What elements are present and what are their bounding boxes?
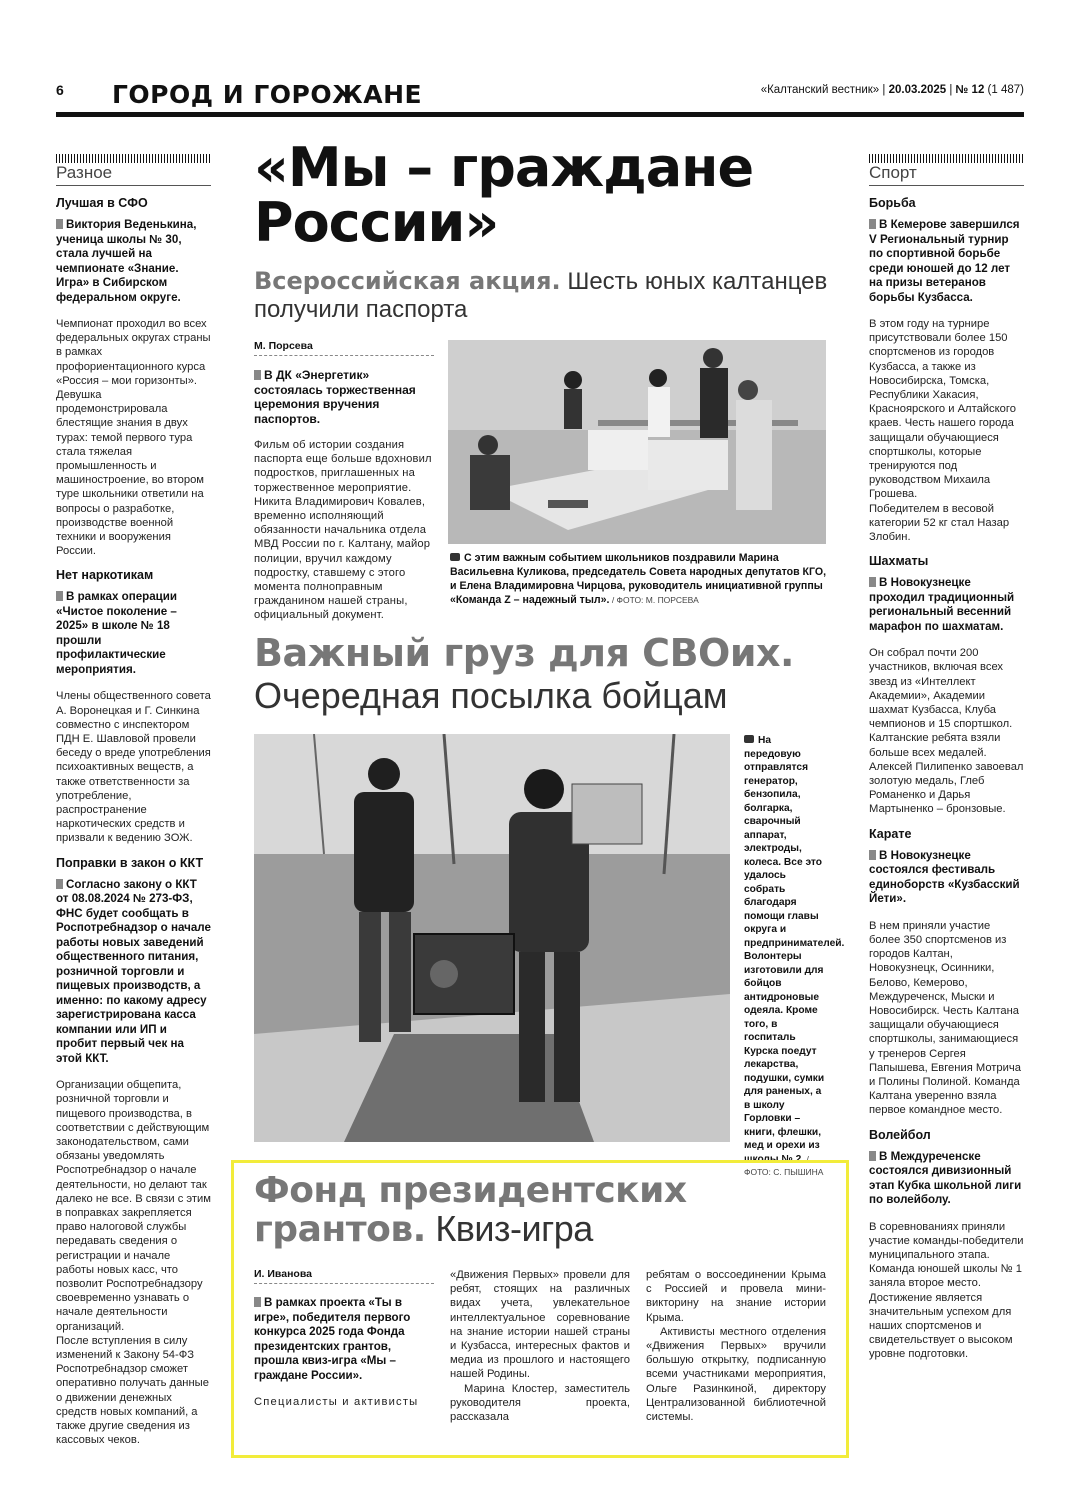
- cargo-headline: Важный груз для СВОих.: [254, 631, 794, 675]
- masthead-paper: «Калтанский вестник»: [760, 84, 880, 96]
- camera-icon: [744, 735, 754, 743]
- body-text: Члены общественного совета А. Воронецкая и Г. Синкина совместно с инспектором ПДН Е. Шавловой провели беседу о вреде употребления психоактивных веществ, а также ответственности за употребление, распространение наркотических средств и призвали к ведению ЗОЖ.: [56, 690, 211, 845]
- main-kicker: Всероссийская акция.: [254, 267, 561, 295]
- header-rule: [56, 112, 1024, 117]
- body-text: В соревнованиях приняли участие команды-победители муниципального этапа. Команда юношей школы № 1 заняла второе место. Достижение является значительным успехом для наших спортсменов и свидетельствует о высоком уровне подготовки.: [869, 1220, 1024, 1361]
- masthead-issue: № 12: [955, 84, 985, 96]
- masthead: [761, 84, 1024, 96]
- caption-text: С этим важным событием школьников поздравили Марина Васильевна Куликова, председатель Совета народных депутатов КГО, и Елена Владимировна Чирцова, руководитель инициативной группы «Команда Z – надежный тыл».: [450, 552, 827, 606]
- page-number: 6: [56, 82, 64, 98]
- body-text: Победителем в весовой категории 52 кг стал Назар Злобин.: [869, 502, 1010, 544]
- lead: В Кемерове завершился V Региональный турнир по спортивной борьбе среди юношей до 12 лет на призы ветеранов борьбы Кузбасса.: [869, 218, 1024, 305]
- lead: В Междуреченске состоялся дивизионный этап Кубка школьной лиги по волейболу.: [869, 1150, 1024, 1208]
- body-text: В нем приняли участие более 350 спортсменов из городов Калтан, Новокузнецк, Осинники, Белово, Кемерово, Междуреченск, Мыски и Новосибирск. Честь Калтана защищали обучающиеся спортшколы, занимающиеся у тренеров Сергея Папышева, Евгения Мотрича и Полины Полиной. Команда Калтана уверенно взяла первое командное место.: [869, 919, 1021, 1117]
- volunteers-carrying-cargo-photo: [254, 734, 730, 1142]
- body-text: После вступления в силу изменений к Закону 54-ФЗ Роспотребнадзор сможет оперативно получать данные о движении денежных средств новых компаний, а также другие сведения из кассовых чеков.: [56, 1334, 209, 1447]
- body-text: Марина Клостер, заместитель руководителя проекта, рассказала: [450, 1382, 630, 1424]
- grant-column-1: [254, 1268, 434, 1417]
- lead: В ДК «Энергетик» состоялась торжественная церемония вручения паспортов.: [254, 368, 434, 426]
- rubric: Лучшая в СФО: [56, 196, 148, 210]
- rubric: Волейбол: [869, 1127, 931, 1142]
- body-text: Он собрал почти 200 участников, включая всех звезд из «Интеллект Академии», Академии шахмат Кузбасса, Клуба чемпионов и 15 спортшкол. Калтанские ребята взяли больше всех медалей. Алексей Пилипенко завоевал золотую медаль, Глеб Романенко и Дарья Мартыненко – бронзовые.: [869, 647, 1024, 816]
- masthead-sep: |: [946, 84, 956, 96]
- left-column: [56, 154, 211, 1455]
- body-text: Специалисты и активисты: [254, 1396, 419, 1408]
- column-title-sport: Спорт: [869, 163, 1024, 186]
- grant-headline: [254, 1172, 814, 1249]
- column-title-misc: Разное: [56, 163, 211, 186]
- main-subtitle-text: Шесть юных калтанцев получили паспорта: [254, 268, 828, 323]
- rubric: Шахматы: [869, 554, 929, 569]
- hatched-divider: [56, 154, 211, 163]
- masthead-total: (1 487): [984, 84, 1024, 96]
- caption-text: На передовую отправлятся генератор, бензопила, болгарка, сварочный аппарат, электроды, колеса. Все это удалось собрать благодаря помощи главы округа и предпринимателей. Волонтеры изготовили для бойцов антидроновые одеяла. Кроме того, в госпиталь Курска поедут лекарства, подушки, сумки для раненых, а в школу Горловки – книги, флешки, мед и орехи из школы № 2.: [744, 735, 845, 1165]
- body-text: Организации общепита, розничной торговли и пищевого производства, в соответствии с действующим законодательством, сами обязаны уведомлять Роспотребнадзор о начале деятельности, но делают так далеко не все. В связи с этим в поправках закрепляется право налоговой службы передавать сведения о регистрации и начале работы новых касс, что позволит Роспотребнадзору своевременно узнавать о начале деятельности организаций.: [56, 1079, 211, 1333]
- cargo-photo-caption: [744, 734, 845, 1180]
- lead: В Новокузнецке состоялся фестиваль единоборств «Кузбасский Йети».: [869, 849, 1024, 907]
- author: М. Порсева: [254, 340, 434, 356]
- body-text: Чемпионат проходил во всех федеральных округах страны в рамках профориентационного курса «Россия – мои горизонты». Девушка продемонстрировала блестящие знания в двух турах: темой первого тура стала тяжелая промышленность и машиностроение, во втором туре школьники ответили на вопросы о разработке, производстве военной техники и вооружения России.: [56, 318, 211, 558]
- author: И. Иванова: [254, 1268, 434, 1284]
- grant-column-2: [450, 1268, 630, 1424]
- masthead-sep: |: [879, 84, 889, 96]
- lead: В рамках проекта «Ты в игре», победителя первого конкурса 2025 года Фонда президентских грантов, прошла квиз-игра «Мы – граждане России».: [254, 1296, 434, 1383]
- body-text: Активисты местного отделения «Движения Первых» вручили большую открытку, подписанную всеми участниками мероприятия, Ольге Разинкиной, директору Централизованной библиотечной системы.: [646, 1325, 826, 1424]
- grant-headline-normal: Квиз-игра: [425, 1208, 593, 1249]
- body-text: «Движения Первых» провели для ребят, стоящих на различных видах учета, увлекательное интеллектуальное соревнование на знание истории нашей страны и Кузбасса, интересных фактов и медиа из прошлого и настоящего нашей Родины.: [450, 1269, 630, 1381]
- grant-column-3: [646, 1268, 826, 1424]
- body-text: ребятам о воссоединении Крыма с Россией и провела мини-викторину на знание истории Крыма.: [646, 1269, 826, 1324]
- rubric: Поправки в закон о ККТ: [56, 855, 204, 870]
- lead: В рамках операции «Чистое поколение – 2025» в школе № 18 прошли профилактические мероприятия.: [56, 590, 211, 677]
- right-column: [869, 154, 1024, 1370]
- cargo-subtitle: Очередная посылка бойцам: [254, 675, 728, 716]
- photo-credit: / ФОТО: С. ПЫШИНА: [744, 1153, 824, 1177]
- lead: В Новокузнецке проходил традиционный региональный весенний марафон по шахматам.: [869, 576, 1024, 634]
- lead: Согласно закону о ККТ от 08.08.2024 № 273-ФЗ, ФНС будет сообщать в Роспотребнадзор о начале работы новых заведений общественного питания, розничной торговли и пищевых производств, а именно: по какому адресу зарегистрирована касса компании или ИП и пробит первый чек на этой ККТ.: [56, 877, 211, 1065]
- grant-headline-bold: Фонд президентских грантов.: [254, 1170, 687, 1250]
- camera-icon: [450, 553, 460, 561]
- photo-caption: [450, 551, 830, 607]
- photo-credit: / ФОТО: М. ПОРСЕВА: [609, 595, 699, 605]
- main-article-column: [254, 340, 434, 631]
- main-headline: «Мы – граждане России»: [254, 136, 754, 254]
- lead: Виктория Веденькина, ученица школы № 30, стала лучшей на чемпионате «Знание. Игра» в Сибирском федеральном округе.: [56, 218, 211, 305]
- main-subtitle: [254, 267, 844, 324]
- passport-ceremony-illustration: [448, 340, 826, 544]
- hatched-divider: [869, 154, 1024, 163]
- rubric: Карате: [869, 826, 912, 841]
- section-title: ГОРОД И ГОРОЖАНЕ: [112, 80, 423, 109]
- rubric: Нет наркотикам: [56, 568, 154, 583]
- rubric: Борьба: [869, 196, 916, 210]
- body-text: Фильм об истории создания паспорта еще больше вдохновил подростков, приглашенных на торжественное мероприятие. Никита Владимирович Ковалев, временно исполняющий обязанности начальника отдела МВД России по г. Калтану, майор полиции, вручил каждому подростку, ставшему с этого момента полноправным гражданином нашей страны, официальный документ.: [254, 439, 432, 622]
- passport-ceremony-photo: [448, 340, 826, 544]
- volunteers-illustration: [254, 734, 730, 1142]
- masthead-date: 20.03.2025: [888, 84, 947, 96]
- body-text: В этом году на турнире присутствовали более 150 спортсменов из городов Кузбасса, а также из Новосибирска, Томска, Республики Хакасия, Красноярского и Алтайского краев. Честь нашего города защищали обучающиеся спортшколы, которые тренируются под руководством Михаила Грошева.: [869, 318, 1016, 501]
